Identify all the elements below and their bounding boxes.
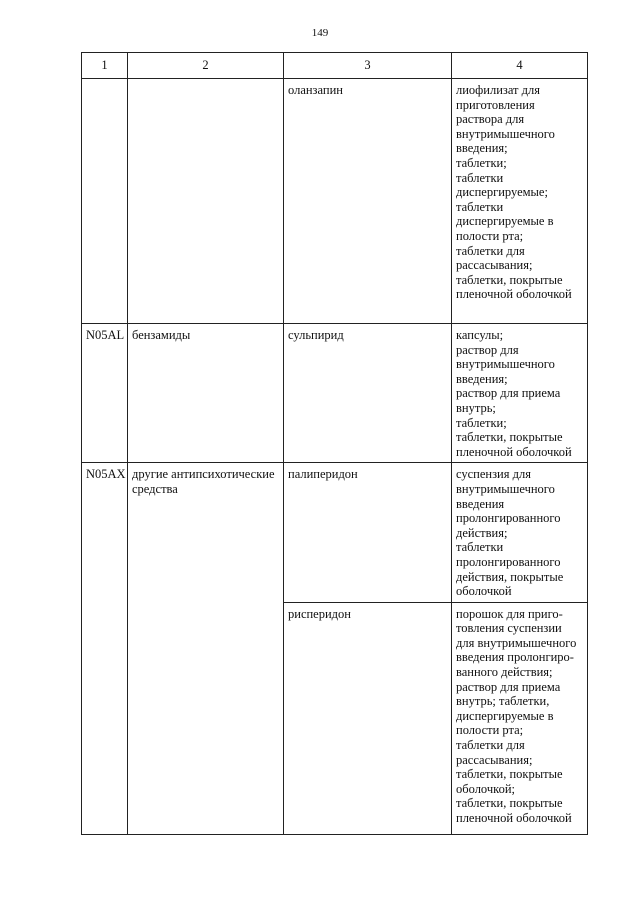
atc-code-cell — [82, 79, 128, 324]
page-number: 149 — [311, 27, 329, 39]
table-row — [82, 324, 588, 463]
column-header: 3 — [284, 53, 452, 79]
medication-table — [81, 52, 588, 835]
column-header: 2 — [128, 53, 284, 79]
drug-name-cell: рисперидон — [284, 602, 452, 834]
group-name-cell: другие антипсихотические средства — [128, 463, 284, 834]
drug-name-cell: палиперидон — [284, 463, 452, 602]
table-row — [82, 79, 588, 324]
column-header: 4 — [452, 53, 588, 79]
dosage-forms-cell: порошок для приго- товления суспензии для внутримышечного введения пролонгиро- ванного действия; раствор для приема внутрь; таблетки, диспергируемые в полости рта; таблетки для рассасывания; таблетки, покрытые оболочкой; таблетки, покрытые пленочной оболочкой — [452, 602, 588, 834]
dosage-forms-cell: капсулы; раствор для внутримышечного введения; раствор для приема внутрь; таблетки; таблетки, покрытые пленочной оболочкой — [452, 324, 588, 463]
atc-code-cell: N05AX — [82, 463, 128, 834]
drug-name-cell: оланзапин — [284, 79, 452, 324]
column-header: 1 — [82, 53, 128, 79]
group-name-cell — [128, 79, 284, 324]
table-header-row — [82, 53, 588, 79]
atc-code-cell: N05AL — [82, 324, 128, 463]
dosage-forms-cell: суспензия для внутримышечного введения пролонгированного действия; таблетки пролонгированного действия, покрытые оболочкой — [452, 463, 588, 602]
dosage-forms-cell: лиофилизат для приготовления раствора для внутримышечного введения; таблетки; таблетки диспергируемые; таблетки диспергируемые в полости рта; таблетки для рассасывания; таблетки, покрытые пленочной оболочкой — [452, 79, 588, 324]
table-row — [82, 463, 588, 602]
drug-name-cell: сульпирид — [284, 324, 452, 463]
group-name-cell: бензамиды — [128, 324, 284, 463]
